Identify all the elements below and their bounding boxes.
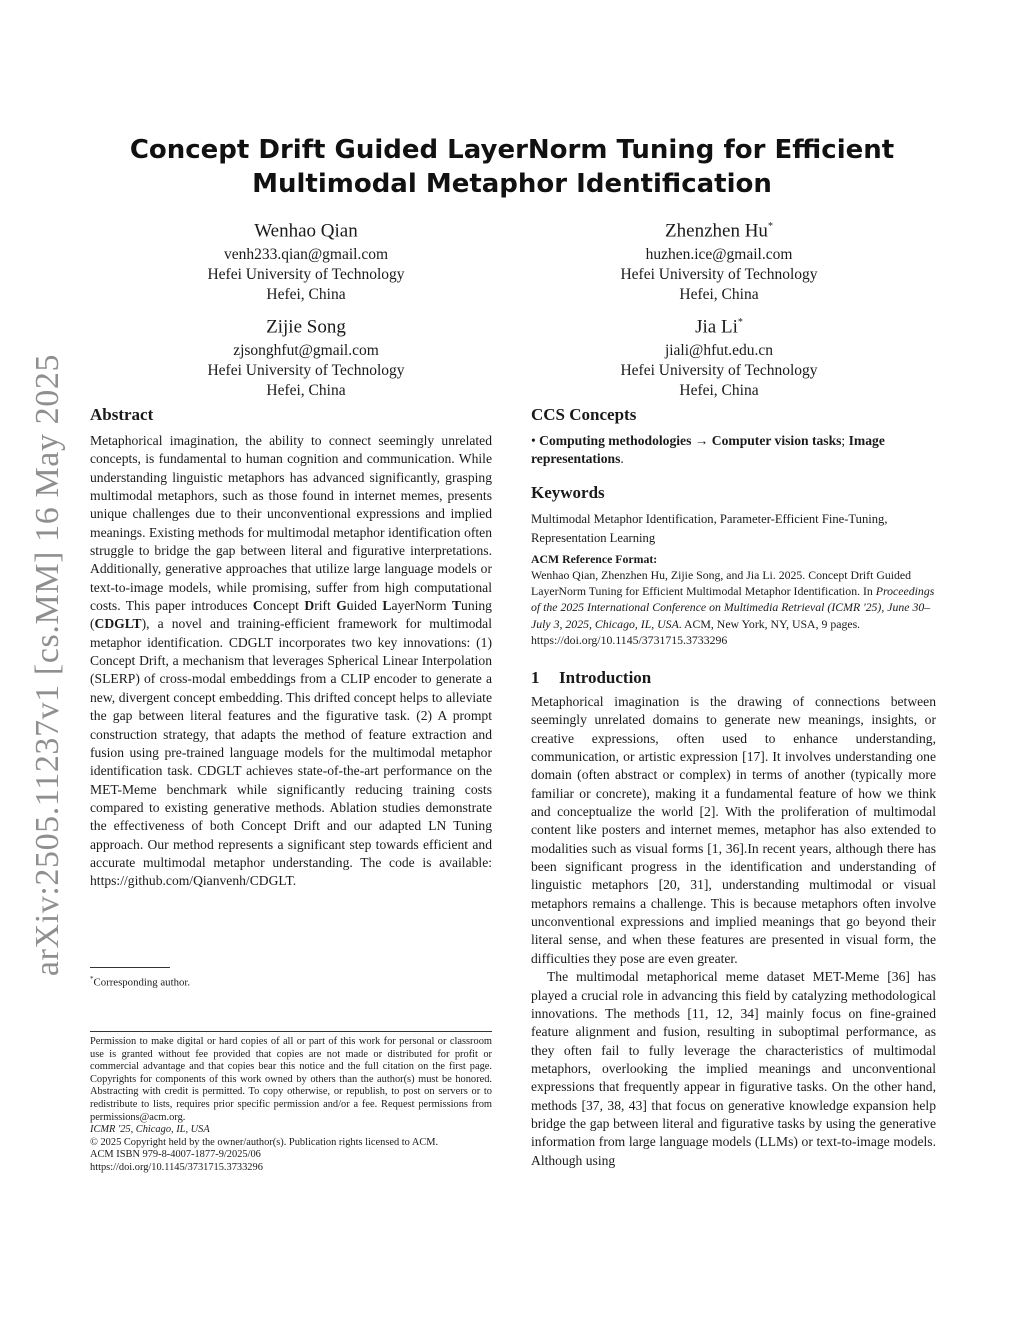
acm-reference-text: Wenhao Qian, Zhenzhen Hu, Zijie Song, and Jia Li. 2025. Concept Drift Guided LayerNorm Tuning for Efficient Multimodal Metaphor Identification. In Proceedings of the 2025 International Conference on Multimedia Retrieval (ICMR '25), June 30–July 3, 2025, Chicago, IL, USA. ACM, New York, NY, USA, 9 pages. https://doi.org/10.1145/3731715.3733296 — [531, 568, 935, 647]
permission-venue: ICMR '25, Chicago, IL, USA — [90, 1124, 210, 1136]
keywords-heading: Keywords — [531, 483, 605, 502]
author-email: jiali@hfut.edu.cn — [664, 342, 774, 360]
ccs-section — [531, 404, 936, 469]
author-name: Zhenzhen Hu* — [665, 220, 773, 242]
intro-paragraph-2: The multimodal metaphorical meme dataset MET-Meme [36] has played a crucial role in advancing this field by catalyzing methodological innovations. The methods [11, 12, 34] mainly focus on fine-grained feature alignment and fusion, resulting in suboptimal performance, as they often fail to fully leverage the characteristics of multimodal metaphors, overlooking the implied meanings and unconventional expressions that frequently appear in figurative tasks. On the other hand, methods [37, 38, 43] that focus on generative knowledge expansion help bridge the gap between literal and figurative tasks by using the generative information from large language models (LLMs) or text-to-image models. Although using — [531, 969, 936, 1168]
abstract-heading: Abstract — [90, 405, 154, 424]
ccs-text: • Computing methodologies → Computer vision tasks; Image representations. — [531, 433, 885, 467]
author-block-1 — [156, 214, 456, 305]
arxiv-id: arXiv:2505.11237v1 [cs.MM] 16 May 2025 — [29, 353, 66, 977]
introduction-section — [531, 667, 936, 1170]
author-location: Hefei, China — [266, 286, 346, 304]
permission-isbn: ACM ISBN 979-8-4007-1877-9/2025/06 — [90, 1149, 261, 1161]
author-location: Hefei, China — [266, 382, 346, 400]
permission-block — [90, 1036, 492, 1175]
permission-text: Permission to make digital or hard copies of all or part of this work for personal or classroom use is granted without fee provided that copies are not made or distributed for profit or commercial advantage and that copies bear this notice and the full citation on the first page. Copyrights for components of this work owned by others than the author(s) must be honored. Abstracting with credit is permitted. To copy otherwise, or republish, to post on servers or to redistribute to lists, requires prior specific permission and/or a fee. Request permissions from permissions@acm.org. — [90, 1036, 492, 1123]
permission-copyright: © 2025 Copyright held by the owner/author(s). Publication rights licensed to ACM. — [90, 1136, 439, 1148]
author-name: Zijie Song — [266, 316, 346, 338]
abstract-text: Metaphorical imagination, the ability to connect seemingly unrelated concepts, is fundamental to human cognition and communication. While understanding linguistic metaphors has advanced significantly, grasping multimodal metaphors, such as those found in internet memes, presents unique challenges due to their unconventional expressions and implied meanings. Existing methods for multimodal metaphor identification often struggle to bridge the gap between literal and figurative interpretations. Additionally, generative approaches that utilize large language models or text-to-image models, while promising, suffer from high computational costs. This paper introduces Concept Drift Guided LayerNorm Tuning (CDGLT), a novel and training-efficient framework for multimodal metaphor identification. CDGLT incorporates two key innovations: (1) Concept Drift, a mechanism that leverages Spherical Linear Interpolation (SLERP) of cross-modal embeddings from a CLIP encoder to generate a new, divergent concept embedding. This drifted concept helps to alleviate the gap between literal features and the figurative task. (2) A prompt construction strategy, that adapts the method of feature extraction and fusion using pre-trained language models for the multimodal metaphor identification task. CDGLT achieves state-of-the-art performance on the MET-Meme benchmark while significantly reducing training costs compared to existing generative methods. Ablation studies demonstrate the effectiveness of both Concept Drift and our adapted LN Tuning approach. Our method represents a significant step towards efficient and accurate multimodal metaphor understanding. The code is available: https://github.com/Qianvenh/CDGLT. — [90, 433, 492, 889]
keywords-text: Multimodal Metaphor Identification, Parameter-Efficient Fine-Tuning, Representation Learning — [531, 512, 888, 545]
author-affiliation: Hefei University of Technology — [620, 266, 818, 284]
author-affiliation: Hefei University of Technology — [620, 362, 818, 380]
author-block-3 — [156, 310, 456, 401]
author-email: huzhen.ice@gmail.com — [645, 246, 793, 264]
footnote-rule — [90, 967, 170, 968]
author-affiliation: Hefei University of Technology — [207, 266, 405, 284]
author-name: Jia Li* — [695, 316, 743, 338]
author-name: Wenhao Qian — [254, 220, 358, 242]
ccs-heading: CCS Concepts — [531, 405, 637, 424]
author-affiliation: Hefei University of Technology — [207, 362, 405, 380]
footnote: *Corresponding author. — [90, 975, 191, 989]
paper-title: Concept Drift Guided LayerNorm Tuning for Efficient Multimodal Metaphor Identification — [129, 135, 895, 199]
author-location: Hefei, China — [679, 382, 759, 400]
author-email: venh233.qian@gmail.com — [223, 246, 389, 264]
permission-rule — [90, 1031, 492, 1032]
permission-doi: https://doi.org/10.1145/3731715.3733296 — [90, 1161, 263, 1173]
footnote-text: Corresponding author. — [93, 976, 191, 989]
author-email: zjsonghfut@gmail.com — [233, 342, 379, 360]
acm-reference-section — [531, 552, 936, 648]
author-block-4 — [569, 310, 869, 401]
abstract-section — [90, 404, 492, 891]
intro-paragraph-1: Metaphorical imagination is the drawing of connections between seemingly unrelated domains to generate new meanings, insights, or creative expressions, often used to enhance understanding, communication, or artistic expression [17]. It involves understanding one domain (often abstract or complex) in terms of another (typically more familiar or concrete), making it a fundamental feature of how we think and conceptualize the world [2]. With the proliferation of multimodal content like posters and internet memes, metaphor has also extended to modalities such as visual forms [1, 36].In recent years, although there has been significant progress in the identification and understanding of linguistic metaphors [20, 31], understanding multimodal or visual metaphors remains a challenge. This is because metaphors often involve unconventional expressions and implied meanings that go beyond their literal sense, and when these features are presented in visual form, the difficulties they pose are even greater. — [531, 694, 936, 966]
author-block-2 — [569, 214, 869, 305]
author-location: Hefei, China — [679, 286, 759, 304]
arxiv-stamp — [30, 0, 66, 1325]
acm-reference-heading: ACM Reference Format: — [531, 552, 658, 566]
introduction-heading: 1 Introduction — [531, 668, 652, 687]
keywords-section — [531, 482, 936, 548]
